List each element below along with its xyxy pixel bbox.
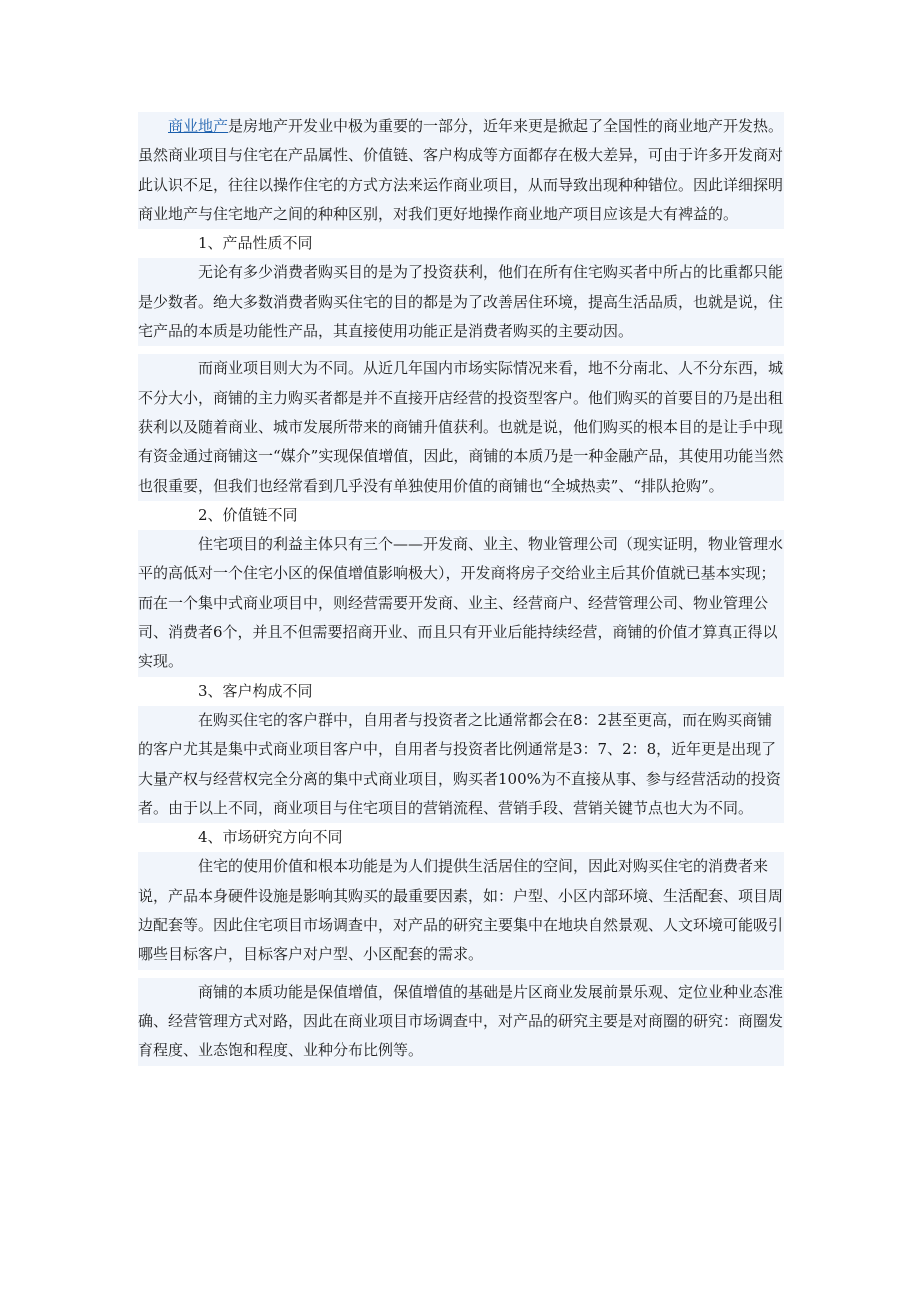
section-4-block-2 [138,978,784,1066]
section-1-block-2 [138,354,784,500]
intro-paragraph [138,112,784,229]
section-4-block [138,852,784,969]
commercial-real-estate-link[interactable]: 商业地产 [168,117,229,135]
paragraph-gap-2 [138,970,784,978]
section-1-block [138,258,784,346]
section-1-paragraph-2: 而商业项目则大为不同。从近几年国内市场实际情况来看，地不分南北、人不分东西，城不分大小，商铺的主力购买者都是并不直接开店经营的投资型客户。他们购买的首要目的乃是出租获利以及随着商业、城市发展所带来的商铺升值获利。也就是说，他们购买的根本目的是让手中现有资金通过商铺这一“媒介”实现保值增值，因此，商铺的本质乃是一种金融产品，其使用功能当然也很重要，但我们也经常看到几乎没有单独使用价值的商铺也“全城热卖”、“排队抢购”。 [138,359,784,495]
section-3-paragraph-1: 在购买住宅的客户群中，自用者与投资者之比通常都会在8：2甚至更高，而在购买商铺的客户尤其是集中式商业项目客户中，自用者与投资者比例通常是3：7、2：8，近年更是出现了大量产权与经营权完全分离的集中式商业项目，购买者100%为不直接从事、参与经营活动的投资者。由于以上不同，商业项目与住宅项目的营销流程、营销手段、营销关键节点也大为不同。 [138,710,781,817]
document-body [138,112,784,1066]
section-heading-2: 2、价值链不同 [138,501,784,530]
paragraph-gap [138,346,784,354]
section-2-block [138,530,784,676]
section-heading-4: 4、市场研究方向不同 [138,823,784,852]
section-2-paragraph-1: 住宅项目的利益主体只有三个——开发商、业主、物业管理公司（现实证明，物业管理水平的高低对一个住宅小区的保值增值影响极大），开发商将房子交给业主后其价值就已基本实现；而在一个集中式商业项目中，则经营需要开发商、业主、经营商户、经营管理公司、物业管理公司、消费者6个，并且不但需要招商开业、而且只有开业后能持续经营，商铺的价值才算真正得以实现。 [138,535,784,671]
section-4-paragraph-1: 住宅的使用价值和根本功能是为人们提供生活居住的空间，因此对购买住宅的消费者来说，产品本身硬件设施是影响其购买的最重要因素，如：户型、小区内部环境、生活配套、项目周边配套等。因此住宅项目市场调查中，对产品的研究主要集中在地块自然景观、人文环境可能吸引哪些目标客户，目标客户对户型、小区配套的需求。 [138,857,784,964]
section-3-block [138,706,784,823]
section-heading-3: 3、客户构成不同 [138,677,784,706]
section-4-paragraph-2: 商铺的本质功能是保值增值，保值增值的基础是片区商业发展前景乐观、定位业种业态准确、经营管理方式对路，因此在商业项目市场调查中，对产品的研究主要是对商圈的研究：商圈发育程度、业态饱和程度、业种分布比例等。 [138,982,784,1060]
intro-block [138,112,784,229]
intro-text: 是房地产开发业中极为重要的一部分，近年来更是掀起了全国性的商业地产开发热。虽然商业项目与住宅在产品属性、价值链、客户构成等方面都存在极大差异，可由于许多开发商对此认识不足，往往以操作住宅的方式方法来运作商业项目，从而导致出现种种错位。因此详细探明商业地产与住宅地产之间的种种区别，对我们更好地操作商业地产项目应该是大有裨益的。 [138,117,784,223]
section-heading-1: 1、产品性质不同 [138,229,784,258]
section-1-paragraph-1: 无论有多少消费者购买目的是为了投资获利，他们在所有住宅购买者中所占的比重都只能是少数者。绝大多数消费者购买住宅的目的都是为了改善居住环境，提高生活品质，也就是说，住宅产品的本质是功能性产品，其直接使用功能正是消费者购买的主要动因。 [138,263,784,341]
